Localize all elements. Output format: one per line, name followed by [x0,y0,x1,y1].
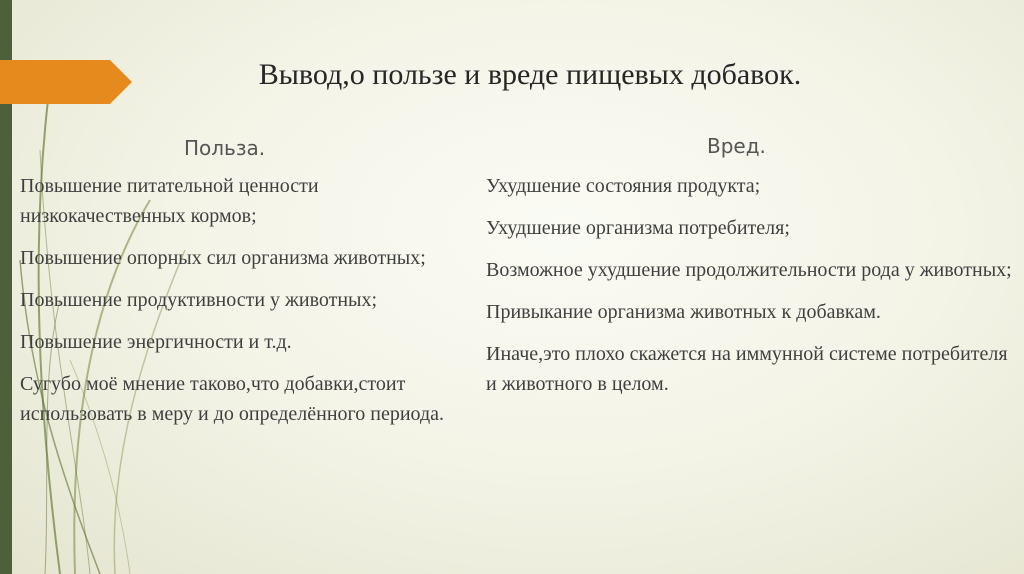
harm-item: Ухудшение состояния продукта; [486,175,761,197]
benefit-item: Сугубо моё мнение таково,что добавки,стоит использовать в меру и до определённого периода. [20,373,444,425]
harm-item: Возможное ухудшение продолжительности рода у животных; [486,259,1012,281]
benefit-item: Повышение питательной ценности низкокачественных кормов; [20,175,319,227]
benefit-item: Повышение продуктивности у животных; [20,289,378,311]
harm-item: Иначе,это плохо скажется на иммунной системе потребителя и животного в целом. [486,343,1008,395]
harm-item: Привыкание организма животных к добавкам. [486,301,881,323]
harms-heading: Вред. [707,134,766,158]
benefit-item: Повышение опорных сил организма животных; [20,247,426,269]
slide-title: Вывод,о пользе и вреде пищевых добавок. [258,58,802,91]
benefits-list [20,171,465,441]
benefit-item: Повышение энергичности и т.д. [20,331,292,353]
benefits-heading: Польза. [184,136,266,160]
harms-list [486,171,1021,411]
title-arrow-shape [0,60,132,104]
harm-item: Ухудшение организма потребителя; [486,217,790,239]
